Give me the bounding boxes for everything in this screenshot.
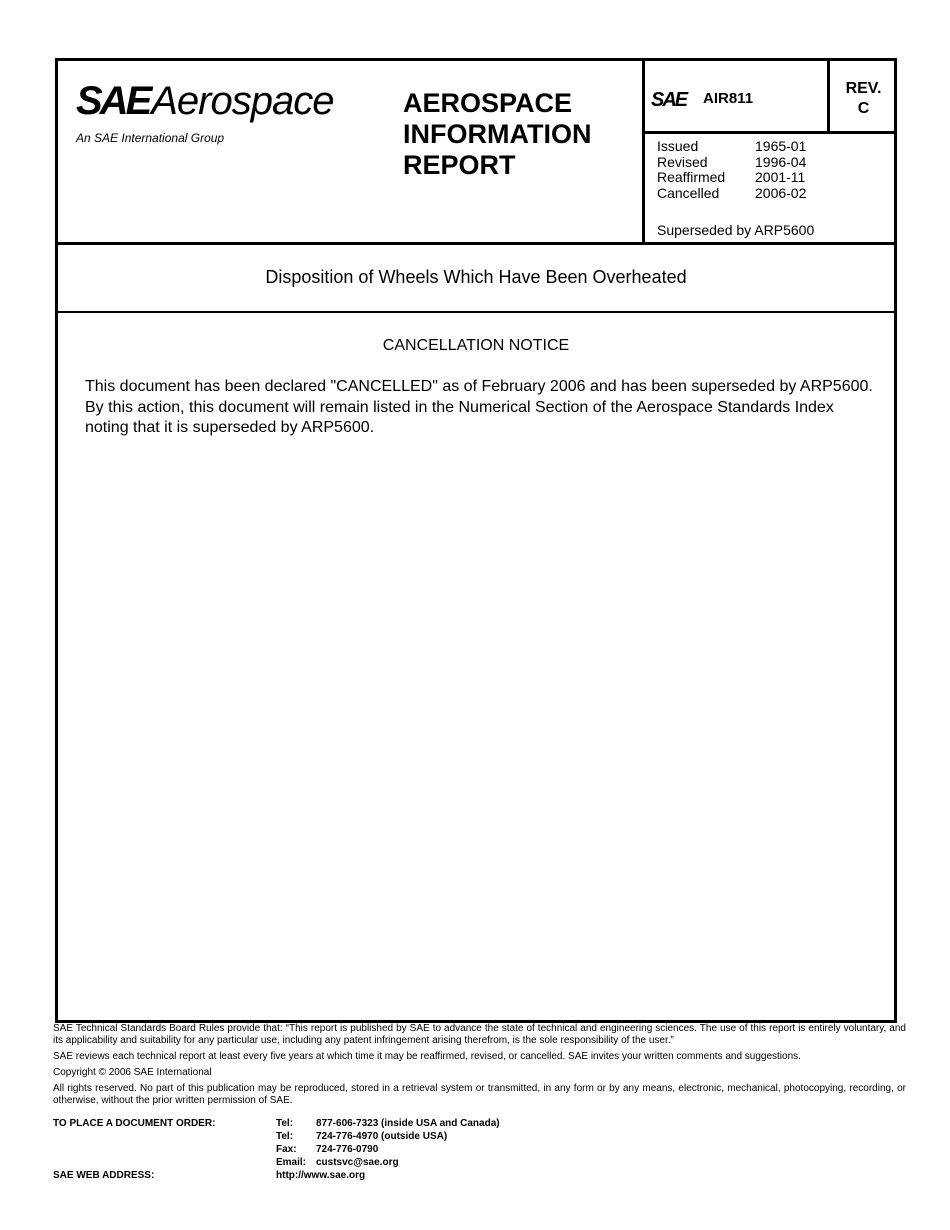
date-row xyxy=(657,170,806,186)
logo-sae-text: SAE xyxy=(76,79,150,123)
date-history xyxy=(657,139,806,202)
superseded-by: Superseded by ARP5600 xyxy=(657,222,815,238)
contact-value: 724-776-4970 (outside USA) xyxy=(316,1131,448,1142)
date-row xyxy=(657,155,806,171)
web-address-link[interactable]: http://www.sae.org xyxy=(276,1170,366,1181)
date-row xyxy=(657,186,806,202)
date-value: 2001-11 xyxy=(755,169,806,186)
review-text: SAE reviews each technical report at least every five years at which time it may be reaffirmed, revised, or cancelled. SAE invites your written comments and suggestions. xyxy=(53,1051,801,1062)
document-id-box xyxy=(642,61,897,242)
logo-aerospace-text: Aerospace xyxy=(151,79,334,123)
document-header xyxy=(58,61,894,245)
contact-key: Tel: xyxy=(276,1118,294,1129)
revision-label: REV. xyxy=(845,80,882,97)
document-number: AIR811 xyxy=(703,90,754,107)
date-label: Revised xyxy=(657,153,708,170)
doctype-line: INFORMATION xyxy=(403,119,592,149)
doctype-line: AEROSPACE xyxy=(403,88,573,118)
contact-line xyxy=(276,1117,500,1130)
date-label: Reaffirmed xyxy=(657,169,726,186)
web-address-label: SAE WEB ADDRESS: xyxy=(53,1170,155,1181)
rights-text: All rights reserved. No part of this publication may be reproduced, stored in a retrieval system or transmitted, in any form or by any means, electronic, mechanical, photocopying, recording, or otherwise, without the prior written permission of SAE. xyxy=(53,1083,906,1106)
sae-aerospace-logo xyxy=(76,79,334,149)
date-label: Issued xyxy=(657,138,699,154)
date-label: Cancelled xyxy=(657,185,720,202)
contact-value: 724-776-0790 xyxy=(316,1144,379,1155)
doctype-line: REPORT xyxy=(403,150,516,180)
contact-email[interactable]: custsvc@sae.org xyxy=(316,1157,399,1168)
logo-tagline: An SAE International Group xyxy=(76,131,225,145)
contact-key: Fax: xyxy=(276,1144,297,1155)
revision-box xyxy=(827,61,897,131)
board-rules-text: SAE Technical Standards Board Rules provide that: “This report is published by SAE to advance the state of technical and engineering sciences. The use of this report is entirely voluntary, and its applicability and suitability for any particular use, including any patent infringement arising therefrom, is the sole responsibility of the user.” xyxy=(53,1023,906,1046)
document-number-row xyxy=(645,61,897,134)
copyright-text: Copyright © 2006 SAE International xyxy=(53,1067,212,1078)
date-row xyxy=(657,139,806,155)
date-value: 1996-04 xyxy=(755,153,807,170)
date-value: 1965-01 xyxy=(755,138,807,154)
contact-line xyxy=(276,1143,378,1156)
legal-footer xyxy=(53,1023,906,1111)
contact-key: Tel: xyxy=(276,1131,294,1142)
revision-value: C xyxy=(857,100,870,117)
contact-line xyxy=(276,1130,447,1143)
document-type xyxy=(403,88,591,181)
order-label: TO PLACE A DOCUMENT ORDER: xyxy=(53,1118,216,1129)
document-frame xyxy=(55,58,897,1023)
cancellation-notice-heading: CANCELLATION NOTICE xyxy=(382,337,570,354)
document-title: Disposition of Wheels Which Have Been Overheated xyxy=(265,267,687,287)
contact-value: 877-606-7323 (inside USA and Canada) xyxy=(316,1118,500,1129)
contact-key: Email: xyxy=(276,1157,307,1168)
sae-mini-logo: SAE xyxy=(651,89,687,111)
date-value: 2006-02 xyxy=(755,185,807,202)
document-title-bar xyxy=(58,245,894,313)
cancellation-notice-body: This document has been declared "CANCELLED" as of February 2006 and has been superseded by ARP5600. By this action, this document will remain listed in the Numerical Section of the Aerospace Standards Index noting that it is superseded by ARP5600. xyxy=(85,378,873,436)
contact-line xyxy=(276,1156,399,1169)
